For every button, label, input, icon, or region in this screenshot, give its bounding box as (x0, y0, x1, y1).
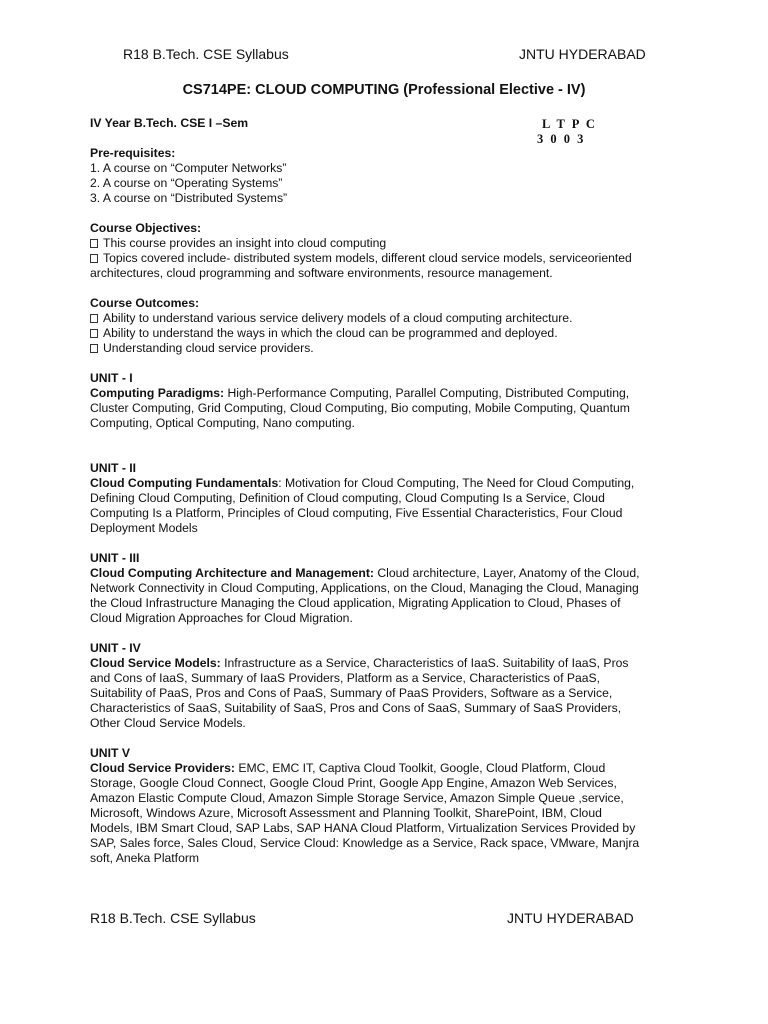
unit-line: Suitability of PaaS, Pros and Cons of PaaS, Summary of PaaS Providers, Software as a Service, (90, 686, 613, 700)
unit-text: Infrastructure as a Service, Characteristics of IaaS. Suitability of IaaS, Pros (220, 656, 629, 670)
unit-line: and Cons of IaaS, Summary of IaaS Providers, Platform as a Service, Characteristics of PaaS, (90, 671, 601, 685)
ltpc-values: 3 0 0 3 (537, 132, 586, 146)
unit-text: EMC, EMC IT, Captiva Cloud Toolkit, Google, Cloud Platform, Cloud (234, 761, 606, 775)
year-semester: IV Year B.Tech. CSE I –Sem (90, 116, 249, 130)
bullet-box-icon (90, 254, 98, 263)
objective-continuation: architectures, cloud programming and software environments, resource management. (90, 266, 553, 280)
syllabus-content (90, 116, 670, 866)
bullet-box-icon (90, 239, 98, 248)
unit-text: High-Performance Computing, Parallel Computing, Distributed Computing, (224, 386, 630, 400)
objective-item (90, 236, 670, 251)
objective-text: Topics covered include- distributed system models, different cloud service models, serviceoriented (103, 251, 632, 265)
unit-line (90, 761, 670, 776)
unit-label: UNIT - III (90, 551, 140, 565)
unit-4 (90, 641, 670, 731)
objective-item (90, 251, 670, 266)
unit-line (90, 656, 670, 671)
unit-line: Other Cloud Service Models. (90, 716, 246, 730)
unit-line: Computing Is a Platform, Principles of Cloud computing, Five Essential Characteristics, Four Cloud (90, 506, 623, 520)
unit-line: Characteristics of SaaS, Suitability of SaaS, Pros and Cons of SaaS, Summary of SaaS Providers, (90, 701, 622, 715)
ltpc-table (537, 117, 597, 147)
prerequisites-section (90, 146, 670, 206)
outcomes-section (90, 296, 670, 356)
unit-line: Network Connectivity in Cloud Computing, Applications, on the Cloud, Managing the Cloud, Managing (90, 581, 639, 595)
prerequisite-item: 2. A course on “Operating Systems” (90, 176, 283, 190)
unit-text: : Motivation for Cloud Computing, The Need for Cloud Computing, (278, 476, 635, 490)
objectives-heading: Course Objectives: (90, 221, 202, 235)
year-line (90, 116, 670, 146)
ltpc-labels: L T P C (542, 117, 597, 131)
unit-1 (90, 371, 670, 431)
unit-label: UNIT - I (90, 371, 133, 385)
unit-5 (90, 746, 670, 866)
unit-line: Storage, Google Cloud Connect, Google Cloud Print, Google App Engine, Amazon Web Services, (90, 776, 617, 790)
unit-line: the Cloud Infrastructure Managing the Cloud application, Migrating Application to Cloud, Phases of (90, 596, 621, 610)
outcome-text: Understanding cloud service providers. (103, 341, 314, 355)
prerequisite-item: 3. A course on “Distributed Systems” (90, 191, 288, 205)
unit-topic: Cloud Computing Architecture and Management: (90, 566, 374, 580)
unit-label: UNIT - IV (90, 641, 141, 655)
unit-line: Defining Cloud Computing, Definition of Cloud computing, Cloud Computing Is a Service, Cloud (90, 491, 605, 505)
header-left: R18 B.Tech. CSE Syllabus (123, 46, 289, 62)
unit-2 (90, 461, 670, 536)
bullet-box-icon (90, 344, 98, 353)
course-title: CS714PE: CLOUD COMPUTING (Professional Elective - IV) (182, 82, 586, 98)
objective-text: This course provides an insight into cloud computing (103, 236, 387, 250)
outcome-item (90, 326, 670, 341)
unit-line: Microsoft, Windows Azure, Microsoft Assessment and Planning Toolkit, SharePoint, IBM, Cloud (90, 806, 602, 820)
unit-topic: Computing Paradigms: (90, 386, 225, 400)
unit-label: UNIT V (90, 746, 130, 760)
prerequisite-item: 1. A course on “Computer Networks” (90, 161, 287, 175)
unit-line: soft, Aneka Platform (90, 851, 200, 865)
objectives-section (90, 221, 670, 281)
unit-line: Cluster Computing, Grid Computing, Cloud Computing, Bio computing, Mobile Computing, Quantum (90, 401, 630, 415)
outcomes-heading: Course Outcomes: (90, 296, 200, 310)
header-right: JNTU HYDERABAD (519, 46, 646, 62)
footer-left: R18 B.Tech. CSE Syllabus (90, 910, 256, 926)
unit-line: Computing, Optical Computing, Nano computing. (90, 416, 355, 430)
unit-line (90, 476, 670, 491)
unit-line: Amazon Elastic Compute Cloud, Amazon Simple Storage Service, Amazon Simple Queue ,service, (90, 791, 624, 805)
outcome-item (90, 341, 670, 356)
unit-topic: Cloud Service Models: (90, 656, 221, 670)
unit-label: UNIT - II (90, 461, 137, 475)
bullet-box-icon (90, 329, 98, 338)
outcome-text: Ability to understand the ways in which the cloud can be programmed and deployed. (103, 326, 558, 340)
unit-line: Deployment Models (90, 521, 198, 535)
footer-right: JNTU HYDERABAD (507, 910, 634, 926)
unit-line: Cloud Migration Approaches for Cloud Migration. (90, 611, 353, 625)
bullet-box-icon (90, 314, 98, 323)
outcome-item (90, 311, 670, 326)
unit-topic: Cloud Service Providers: (90, 761, 235, 775)
unit-topic: Cloud Computing Fundamentals (90, 476, 279, 490)
unit-3 (90, 551, 670, 626)
prerequisites-heading: Pre-requisites: (90, 146, 176, 160)
unit-line: Models, IBM Smart Cloud, SAP Labs, SAP HANA Cloud Platform, Virtualization Services Provided by (90, 821, 636, 835)
unit-line (90, 566, 670, 581)
unit-line (90, 386, 670, 401)
unit-text: Cloud architecture, Layer, Anatomy of the Cloud, (373, 566, 640, 580)
unit-line: SAP, Sales force, Sales Cloud, Service Cloud: Knowledge as a Service, Rack space, VMware, Manjra (90, 836, 640, 850)
outcome-text: Ability to understand various service delivery models of a cloud computing architecture. (103, 311, 573, 325)
